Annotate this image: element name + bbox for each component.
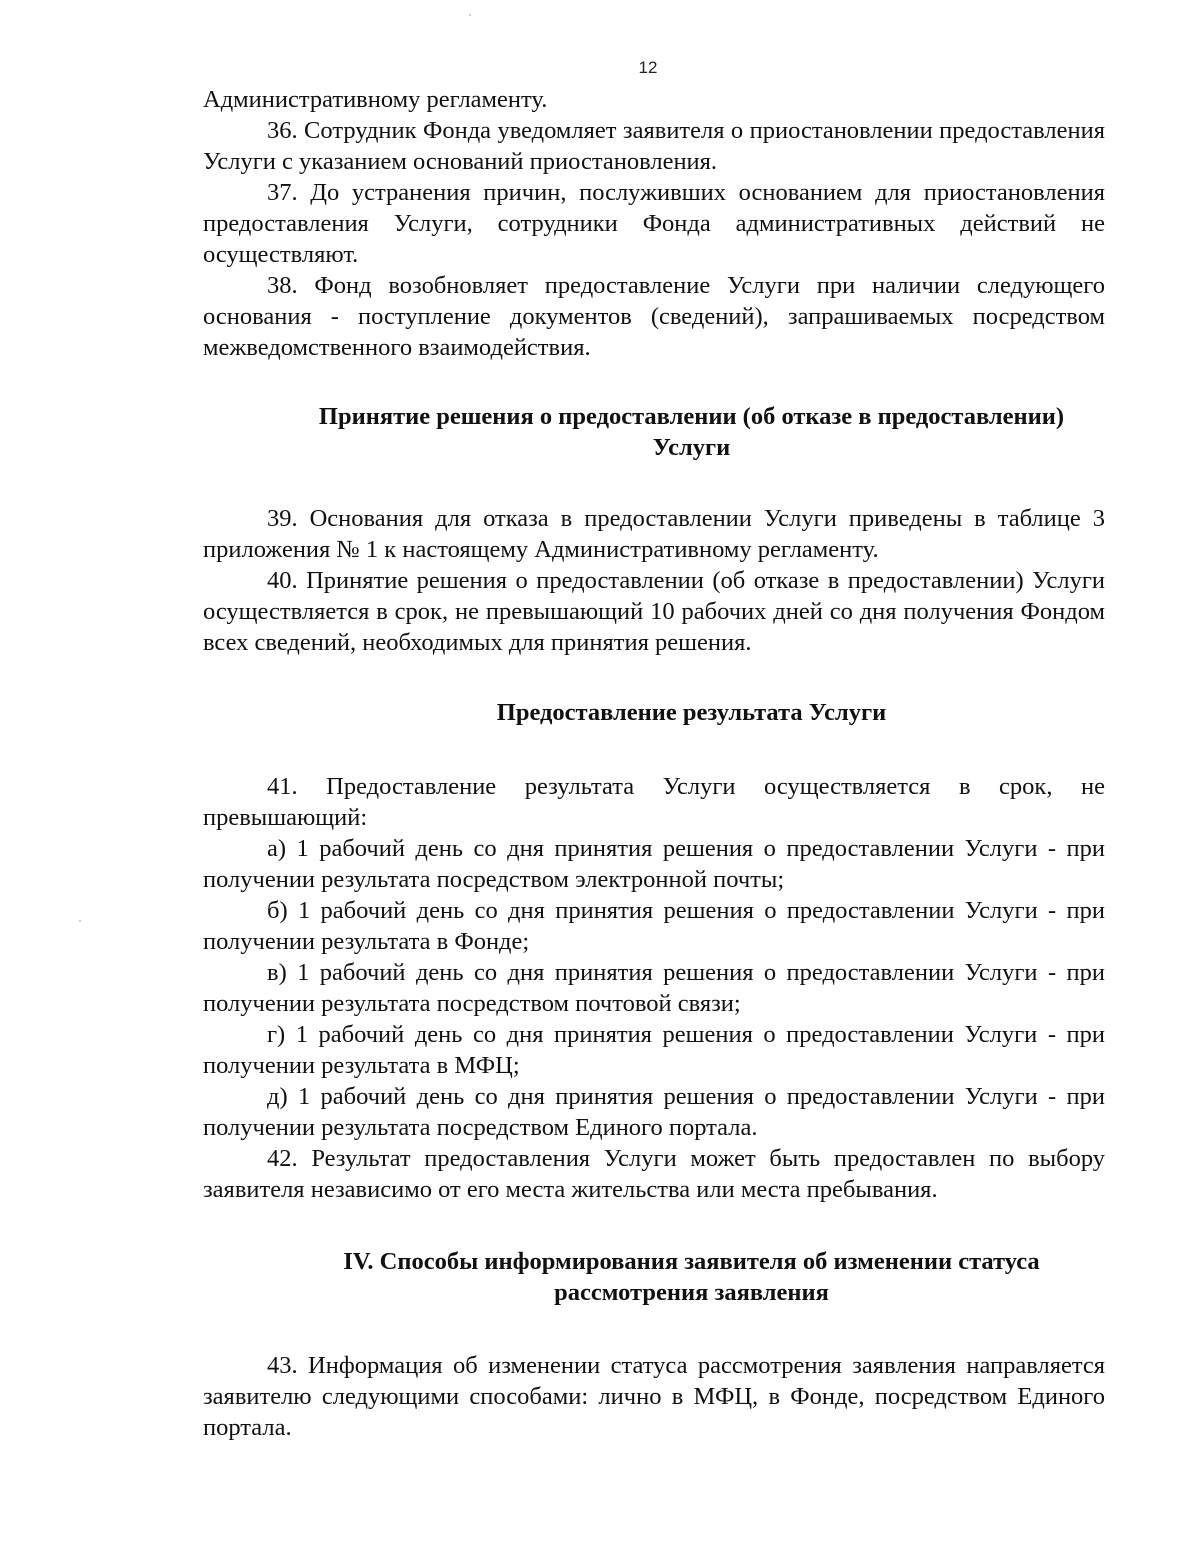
paragraph-41-d: д) 1 рабочий день со дня принятия решения о предоставлении Услуги - при получении результата посредством Единого портала. <box>203 1083 1105 1141</box>
section-heading-result: Предоставление результата Услуги <box>496 699 887 726</box>
paragraph-42: 42. Результат предоставления Услуги может быть предоставлен по выбору заявителя независимо от его места жительства или места пребывания. <box>203 1145 1105 1203</box>
paragraph-41: 41. Предоставление результата Услуги осуществляется в срок, не превышающий: <box>203 773 1105 831</box>
page-number: 12 <box>638 58 658 77</box>
scan-speck <box>469 14 471 16</box>
paragraph-38: 38. Фонд возобновляет предоставление Услуги при наличии следующего основания - поступление документов (сведений), запрашиваемых посредством межведомственного взаимодействия. <box>203 272 1105 361</box>
paragraph-39: 39. Основания для отказа в предоставлении Услуги приведены в таблице 3 приложения № 1 к настоящему Административному регламенту. <box>203 505 1105 563</box>
section-heading-decision: Принятие решения о предоставлении (об отказе в предоставлении) Услуги <box>318 403 1065 461</box>
document-body <box>203 84 1105 1443</box>
paragraph-41-g: г) 1 рабочий день со дня принятия решения о предоставлении Услуги - при получении результата в МФЦ; <box>203 1021 1105 1079</box>
paragraph-35-continuation: Административному регламенту. <box>203 86 548 113</box>
paragraph-41-b: б) 1 рабочий день со дня принятия решения о предоставлении Услуги - при получении результата в Фонде; <box>203 897 1105 955</box>
paragraph-36: 36. Сотрудник Фонда уведомляет заявителя о приостановлении предоставления Услуги с указанием оснований приостановления. <box>203 117 1105 175</box>
paragraph-41-v: в) 1 рабочий день со дня принятия решения о предоставлении Услуги - при получении результата посредством почтовой связи; <box>203 959 1105 1017</box>
scan-speck <box>79 920 81 922</box>
paragraph-41-a: а) 1 рабочий день со дня принятия решения о предоставлении Услуги - при получении результата посредством электронной почты; <box>203 835 1105 893</box>
section-heading-status: IV. Способы информирования заявителя об изменении статуса рассмотрения заявления <box>343 1248 1040 1306</box>
paragraph-37: 37. До устранения причин, послуживших основанием для приостановления предоставления Услуги, сотрудники Фонда административных действий не осуществляют. <box>203 179 1105 268</box>
paragraph-43: 43. Информация об изменении статуса рассмотрения заявления направляется заявителю следующими способами: лично в МФЦ, в Фонде, посредством Единого портала. <box>203 1352 1105 1441</box>
paragraph-40: 40. Принятие решения о предоставлении (об отказе в предоставлении) Услуги осуществляется в срок, не превышающий 10 рабочих дней со дня получения Фондом всех сведений, необходимых для принятия решения. <box>203 567 1105 656</box>
